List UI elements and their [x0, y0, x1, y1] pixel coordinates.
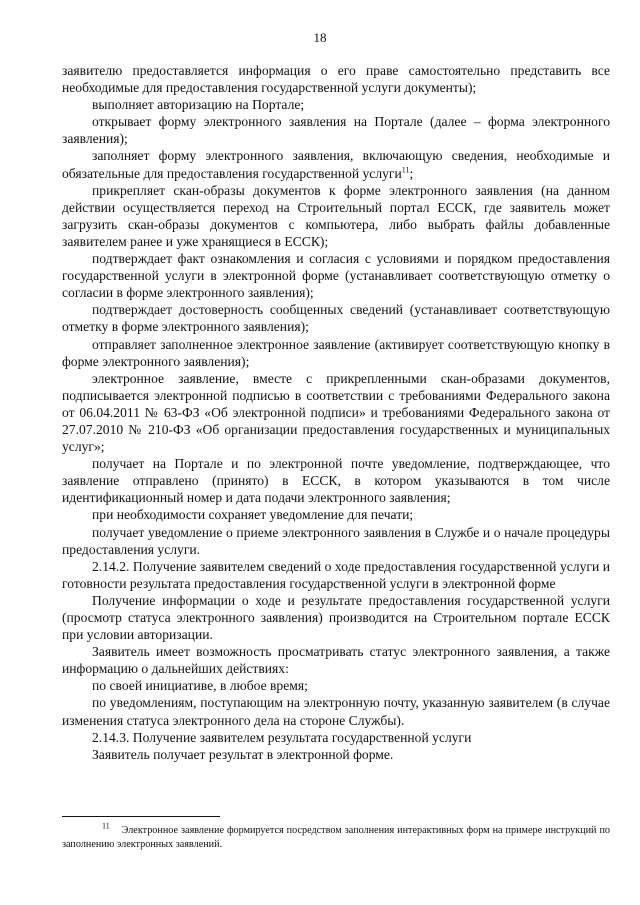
paragraph: Заявитель получает результат в электронной форме.	[92, 746, 394, 762]
paragraph: по своей инициативе, в любое время;	[92, 678, 308, 694]
paragraph: подтверждает достоверность сообщенных сведений (устанавливает соответствующую отметку в форме электронного заявления);	[62, 302, 610, 335]
paragraph: отправляет заполненное электронное заявление (активирует соответствующую кнопку в форме электронного заявления);	[62, 336, 610, 369]
paragraph: получает на Портале и по электронной почте уведомление, подтверждающее, что заявление отправлено (принято) в ЕССК, в котором указываются в том числе идентификационный номер и дата подачи электронного заявления;	[62, 456, 610, 506]
paragraph: получает уведомление о приеме электронного заявления в Службе и о начале процедуры предоставления услуги.	[62, 524, 610, 557]
paragraph: открывает форму электронного заявления на Портале (далее – форма электронного заявления);	[62, 114, 610, 147]
footnote-divider	[62, 816, 220, 817]
section-heading: 2.14.2. Получение заявителем сведений о ходе предоставления государственной услуги и готовности результата предоставления государственной услуги в электронной форме	[62, 558, 610, 591]
footnote-marker: 11	[102, 821, 110, 831]
page-number: 18	[313, 30, 327, 45]
paragraph-tail: ;	[409, 165, 414, 181]
section-heading: 2.14.3. Получение заявителем результата государственной услуги	[92, 729, 472, 745]
paragraph: при необходимости сохраняет уведомление для печати;	[92, 507, 414, 523]
paragraph: Получение информации о ходе и результате предоставления государственной услуги (просмотр статуса электронного заявления) производится на Строительном портале ЕССК при условии авторизации.	[62, 592, 610, 643]
footnote-reference: 11	[401, 165, 410, 175]
footnote	[62, 821, 610, 852]
paragraph: по уведомлениям, поступающим на электронную почту, указанную заявителем (в случае изменения статуса электронного дела на стороне Службы).	[62, 695, 610, 728]
paragraph: выполняет авторизацию на Портале;	[92, 97, 305, 113]
footnote-text: Электронное заявление формируется посредством заполнения интерактивных форм на примере инструкций по заполнению электронных заявлений.	[62, 825, 610, 850]
paragraph	[62, 147, 610, 181]
document-body	[62, 62, 610, 763]
paragraph: прикрепляет скан-образы документов к форме электронного заявления (на данном действии осуществляется переход на Строительный портал ЕССК, где заявитель может загрузить скан-образы документов с компьютера, либо выбрать файлы добавленные заявителем ранее и уже хранящиеся в ЕССК);	[62, 182, 610, 249]
paragraph-text: заполняет форму электронного заявления, включающую сведения, необходимые и обязательные для предоставления государственной услуги	[62, 148, 610, 181]
paragraph: подтверждает факт ознакомления и согласия с условиями и порядком предоставления государственной услуги в электронной форме (устанавливает соответствующую отметку о согласии в форме электронного заявления);	[62, 251, 610, 301]
paragraph: электронное заявление, вместе с прикрепленными скан-образами документов, подписывается электронной подписью в соответствии с требованиями Федерального закона от 06.04.2011 № 63-ФЗ «Об электронной подписи» и требованиями Федерального закона от 27.07.2010 № 210-ФЗ «Об организации предоставления государственных и муниципальных услуг»;	[62, 370, 610, 455]
paragraph: заявителю предоставляется информация о его праве самостоятельно представить все необходимые для предоставления государственной услуги документы);	[62, 63, 610, 96]
paragraph: Заявитель имеет возможность просматривать статус электронного заявления, а также информацию о дальнейших действиях:	[62, 644, 610, 677]
